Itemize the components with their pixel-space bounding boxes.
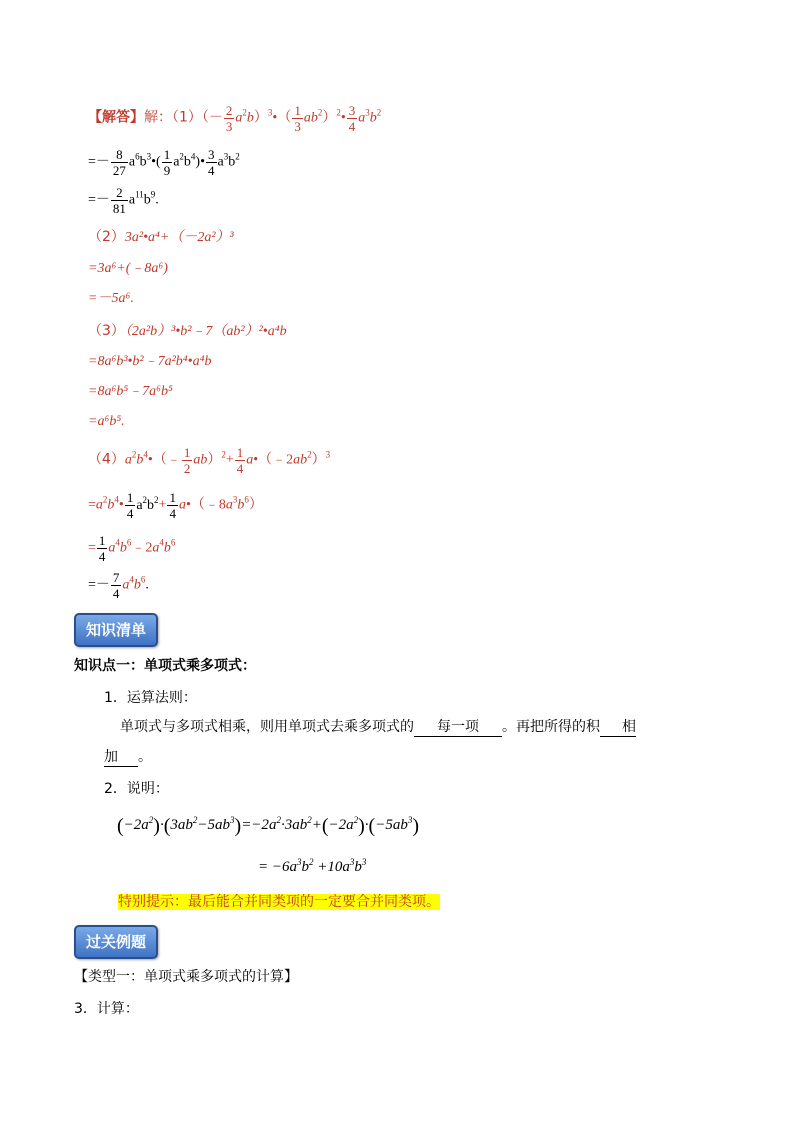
solution-line-3: =－ $\frac{2}{81}$ $a^{11}b^9$. [88, 185, 159, 216]
rule-text-b: 。再把所得的积 [502, 719, 600, 735]
special-tip [118, 893, 440, 912]
part4-step1: $=a^2b^4•$ $\frac{1}{4}$ $a^2b^2+$ $\frac{1}{4}$ $a•(﹣8a^3b^6)$ [88, 490, 263, 521]
part4-given: $(4)a^2b^4•(﹣$ $\frac{1}{2}$ ab）$^2$+ $\frac{1}{4}$ $a•(﹣2ab^2)^3$ [88, 445, 331, 476]
knowledge-badge: 知识清单 [74, 613, 158, 647]
example-formula-2: = $-6a^3b^2 +10a^3b^3$ [258, 857, 367, 875]
special-tip-text: 特别提示：最后能合并同类项的一定要合并同类项。 [118, 894, 440, 910]
type-title: 【类型一：单项式乘多项式的计算】 [74, 969, 298, 985]
part1-label: （1） [172, 109, 202, 126]
answer-jie: 解： [144, 109, 172, 126]
solution-line-1: 【解答】解：（1）（－ $\frac{2}{3}$ $a^2b)^3•$（ $\frac{1}{3}$ $ab^2)^2•$ $\frac{3}{4}$ $a^3b^2$ [88, 103, 382, 134]
part3-given [88, 322, 287, 341]
part3-label: （3） [88, 323, 125, 339]
part2-expr: 3a²•a⁴+（－2a²）³ [124, 230, 234, 245]
blank-add-a: 相 [600, 718, 636, 737]
example-formula-1: $(-2a^2)\cdot(3ab^2-5ab^3)=-2a^2\cdot 3ab^2+(-2a^2)\cdot(-5ab^3)$ [117, 815, 419, 837]
solution-line-2: =－ $\frac{8}{27}$ $a^6b^3•$( $\frac{1}{9}$ $a^2b^4)•$ $\frac{3}{4}$ $a^3b^2$ [88, 147, 240, 178]
rule-text-a: 单项式与多项式相乘，则用单项式去乘多项式的 [120, 719, 414, 735]
rule-text [120, 718, 636, 737]
part4-step3: =－ $\frac{7}{4}$ $a^4b^6$. [88, 570, 149, 601]
part4-step2: = $\frac{1}{4}$ $a^4b^6﹣2a^4b^6$ [88, 533, 176, 564]
knowledge-point-title: 知识点一：单项式乘多项式： [74, 658, 256, 674]
part3-step1: =8a⁶b³•b²﹣7a²b⁴•a⁴b [88, 354, 212, 369]
part2-step2: =－5a⁶. [88, 291, 134, 306]
item2-label: 2．说明： [104, 781, 169, 797]
rule-text-cont [104, 748, 152, 767]
question-3: 3．计算： [74, 1001, 139, 1017]
answer-header: 【解答】 [88, 109, 144, 126]
rule-text-c: 。 [138, 749, 152, 765]
part3-expr: （2a²b）³•b²﹣7（ab²）²•a⁴b [124, 324, 287, 339]
part2-given [88, 228, 234, 247]
blank-each-term: 每一项 [414, 718, 502, 737]
part2-step1: =3a⁶+(﹣8a⁶) [88, 261, 168, 276]
part4-label: （4） [88, 451, 125, 468]
item1-label: 1．运算法则： [104, 690, 197, 706]
part2-label: （2） [88, 229, 125, 245]
part3-step2: =8a⁶b⁵﹣7a⁶b⁵ [88, 384, 173, 399]
examples-badge: 过关例题 [74, 925, 158, 959]
part3-step3: =a⁶b⁵. [88, 414, 125, 429]
blank-add-b: 加 [104, 748, 138, 767]
